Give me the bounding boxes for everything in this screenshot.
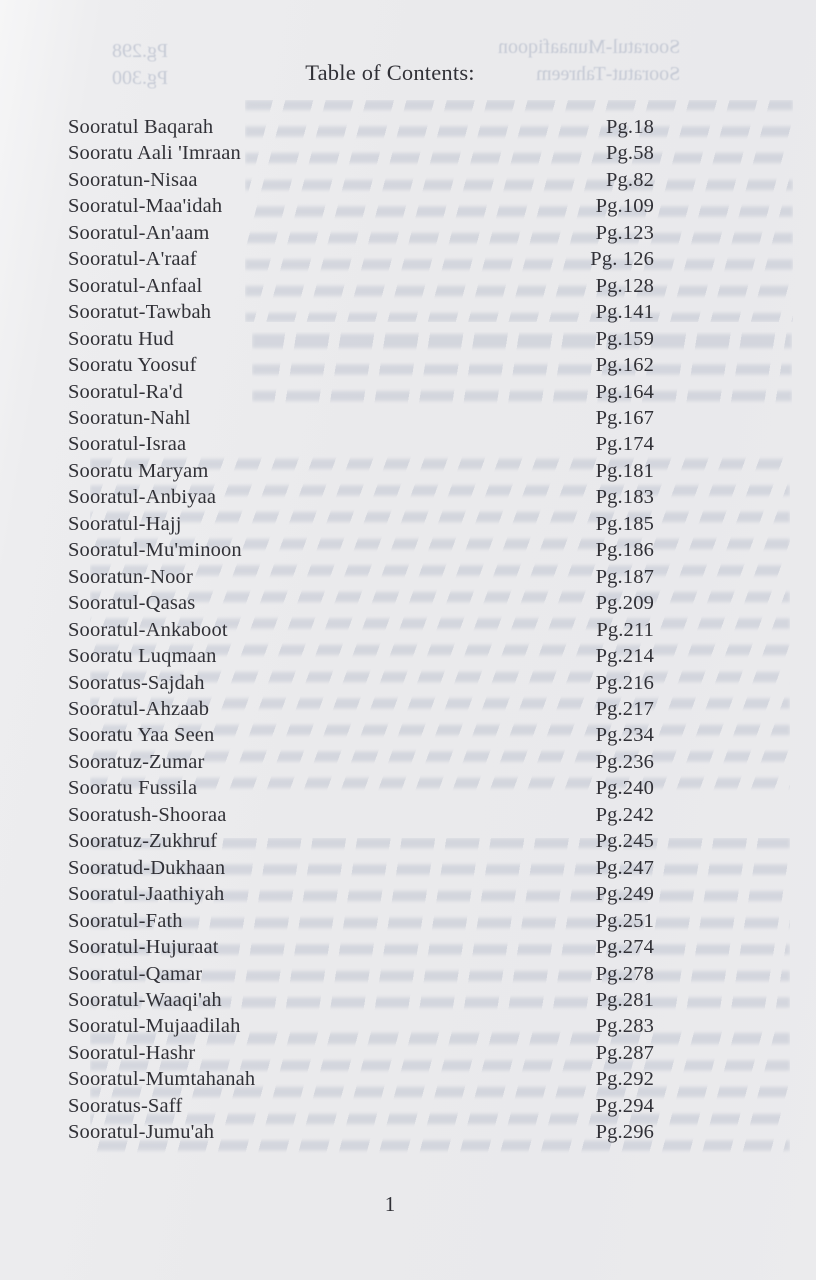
toc-row <box>68 1013 654 1039</box>
soorah-page: Pg.278 <box>595 962 654 985</box>
soorah-page: Pg.167 <box>595 406 654 429</box>
toc-row <box>68 987 654 1013</box>
toc-row <box>68 431 654 457</box>
toc-row <box>68 775 654 801</box>
toc-row <box>68 617 654 643</box>
soorah-name: Sooratud-Dukhaan <box>68 856 226 879</box>
soorah-name: Sooratun-Nahl <box>68 406 191 429</box>
soorah-name: Sooratul-Hujuraat <box>68 936 219 959</box>
soorah-page: Pg.292 <box>595 1068 654 1091</box>
soorah-name: Sooratul-Jumu'ah <box>68 1121 215 1144</box>
bleed-through-soorah-name: Sooratul-Munaafiqoon <box>498 36 681 58</box>
soorah-page: Pg.214 <box>595 645 654 668</box>
soorah-page: Pg.18 <box>605 116 654 138</box>
toc-row <box>68 246 654 272</box>
toc-row <box>68 193 654 219</box>
soorah-page: Pg.162 <box>595 354 654 377</box>
bleed-through-page-number: Pg.298 <box>112 40 169 62</box>
toc-row <box>68 299 654 325</box>
soorah-page: Pg.281 <box>595 988 654 1011</box>
toc-row <box>68 643 654 669</box>
soorah-page: Pg.211 <box>596 618 654 641</box>
soorah-page: Pg.249 <box>595 883 654 906</box>
soorah-name: Sooratus-Sajdah <box>68 671 205 694</box>
toc-row <box>68 458 654 484</box>
soorah-page: Pg.287 <box>595 1041 654 1064</box>
soorah-name: Sooratul-Ahzaab <box>68 697 210 720</box>
soorah-page: Pg.183 <box>595 486 654 509</box>
toc-row <box>68 114 654 140</box>
page-title: Table of Contents: <box>305 60 475 85</box>
toc-row <box>68 855 654 881</box>
soorah-name: Sooratuz-Zumar <box>68 750 205 773</box>
soorah-page: Pg.245 <box>595 830 654 853</box>
soorah-page: Pg.187 <box>595 565 654 588</box>
soorah-name: Sooratul-Qamar <box>68 962 203 985</box>
soorah-name: Sooratul-Anbiyaa <box>68 486 217 509</box>
soorah-name: Sooratun-Noor <box>68 565 193 588</box>
bleed-through-soorah-name: Sooratut-Tahreem <box>536 63 681 85</box>
soorah-page: Pg.82 <box>605 168 654 191</box>
toc-row <box>68 484 654 510</box>
toc-row <box>68 828 654 854</box>
soorah-page: Pg.216 <box>595 671 654 694</box>
soorah-page: Pg.164 <box>595 380 654 403</box>
soorah-page: Pg.181 <box>595 459 654 482</box>
toc-row <box>68 1066 654 1092</box>
toc-row <box>68 167 654 193</box>
soorah-name: Sooratu Yaa Seen <box>68 724 215 747</box>
soorah-name: Sooratul-Ra'd <box>68 380 183 403</box>
soorah-page: Pg.128 <box>595 274 654 297</box>
soorah-page: Pg. 126 <box>590 248 654 271</box>
soorah-name: Sooratun-Nisaa <box>68 168 198 191</box>
soorah-page: Pg.240 <box>595 777 654 800</box>
soorah-name: Sooratul-Fath <box>68 909 183 932</box>
soorah-name: Sooratul-A'raaf <box>68 248 197 271</box>
soorah-name: Sooratul-Mu'minoon <box>68 539 242 562</box>
toc-row <box>68 564 654 590</box>
soorah-name: Sooratul-Maa'idah <box>68 195 223 218</box>
toc-row <box>68 140 654 166</box>
toc-row <box>68 1093 654 1119</box>
soorah-name: Sooratu Maryam <box>68 459 209 482</box>
soorah-page: Pg.283 <box>595 1015 654 1038</box>
soorah-name: Sooratush-Shooraa <box>68 803 227 826</box>
soorah-name: Sooratu Yoosuf <box>68 354 197 377</box>
soorah-page: Pg.296 <box>595 1121 654 1144</box>
soorah-page: Pg.274 <box>595 936 654 959</box>
soorah-page: Pg.294 <box>595 1094 654 1117</box>
toc-list <box>68 114 654 1146</box>
soorah-name: Sooratu Fussila <box>68 777 198 800</box>
soorah-name: Sooratu Aali 'Imraan <box>68 142 241 165</box>
soorah-page: Pg.159 <box>595 327 654 350</box>
toc-row <box>68 220 654 246</box>
soorah-name: Sooratul-An'aam <box>68 221 210 244</box>
toc-row <box>68 590 654 616</box>
soorah-name: Sooratus-Saff <box>68 1094 183 1117</box>
soorah-name: Sooratul-Hajj <box>68 512 182 535</box>
toc-row <box>68 511 654 537</box>
toc-row <box>68 326 654 352</box>
toc-row <box>68 722 654 748</box>
soorah-name: Sooratul-Mujaadilah <box>68 1015 241 1038</box>
soorah-name: Sooratul-Waaqi'ah <box>68 988 222 1011</box>
soorah-name: Sooratul-Ankaboot <box>68 618 228 641</box>
soorah-page: Pg.58 <box>605 142 654 165</box>
toc-row <box>68 379 654 405</box>
toc-row <box>68 908 654 934</box>
toc-row <box>68 696 654 722</box>
toc-row <box>68 537 654 563</box>
toc-row <box>68 802 654 828</box>
soorah-name: Sooratul-Qasas <box>68 592 196 615</box>
soorah-page: Pg.251 <box>595 909 654 932</box>
toc-row <box>68 1040 654 1066</box>
soorah-name: Sooratuz-Zukhruf <box>68 830 218 853</box>
soorah-page: Pg.123 <box>595 221 654 244</box>
soorah-page: Pg.242 <box>595 803 654 826</box>
bleed-through-page-number: Pg.300 <box>112 67 169 89</box>
soorah-page: Pg.141 <box>595 301 654 324</box>
soorah-page: Pg.247 <box>595 856 654 879</box>
soorah-page: Pg.186 <box>595 539 654 562</box>
soorah-name: Sooratul-Anfaal <box>68 274 203 297</box>
toc-row <box>68 961 654 987</box>
soorah-name: Sooratul-Israa <box>68 433 187 456</box>
soorah-name: Sooratut-Tawbah <box>68 301 212 324</box>
soorah-name: Sooratu Hud <box>68 327 174 350</box>
soorah-name: Sooratul-Jaathiyah <box>68 883 225 906</box>
toc-row <box>68 273 654 299</box>
toc-row <box>68 670 654 696</box>
toc-row <box>68 405 654 431</box>
soorah-name: Sooratul Baqarah <box>68 116 214 138</box>
toc-row <box>68 749 654 775</box>
soorah-page: Pg.185 <box>595 512 654 535</box>
toc-row <box>68 934 654 960</box>
soorah-page: Pg.234 <box>595 724 654 747</box>
soorah-page: Pg.217 <box>595 697 654 720</box>
toc-row <box>68 881 654 907</box>
soorah-page: Pg.174 <box>595 433 654 456</box>
soorah-page: Pg.109 <box>595 195 654 218</box>
soorah-name: Sooratul-Mumtahanah <box>68 1068 256 1091</box>
toc-row <box>68 352 654 378</box>
soorah-page: Pg.209 <box>595 592 654 615</box>
page-number: 1 <box>384 1192 396 1216</box>
toc-row <box>68 1119 654 1145</box>
soorah-name: Sooratu Luqmaan <box>68 645 217 668</box>
soorah-page: Pg.236 <box>595 750 654 773</box>
soorah-name: Sooratul-Hashr <box>68 1041 196 1064</box>
